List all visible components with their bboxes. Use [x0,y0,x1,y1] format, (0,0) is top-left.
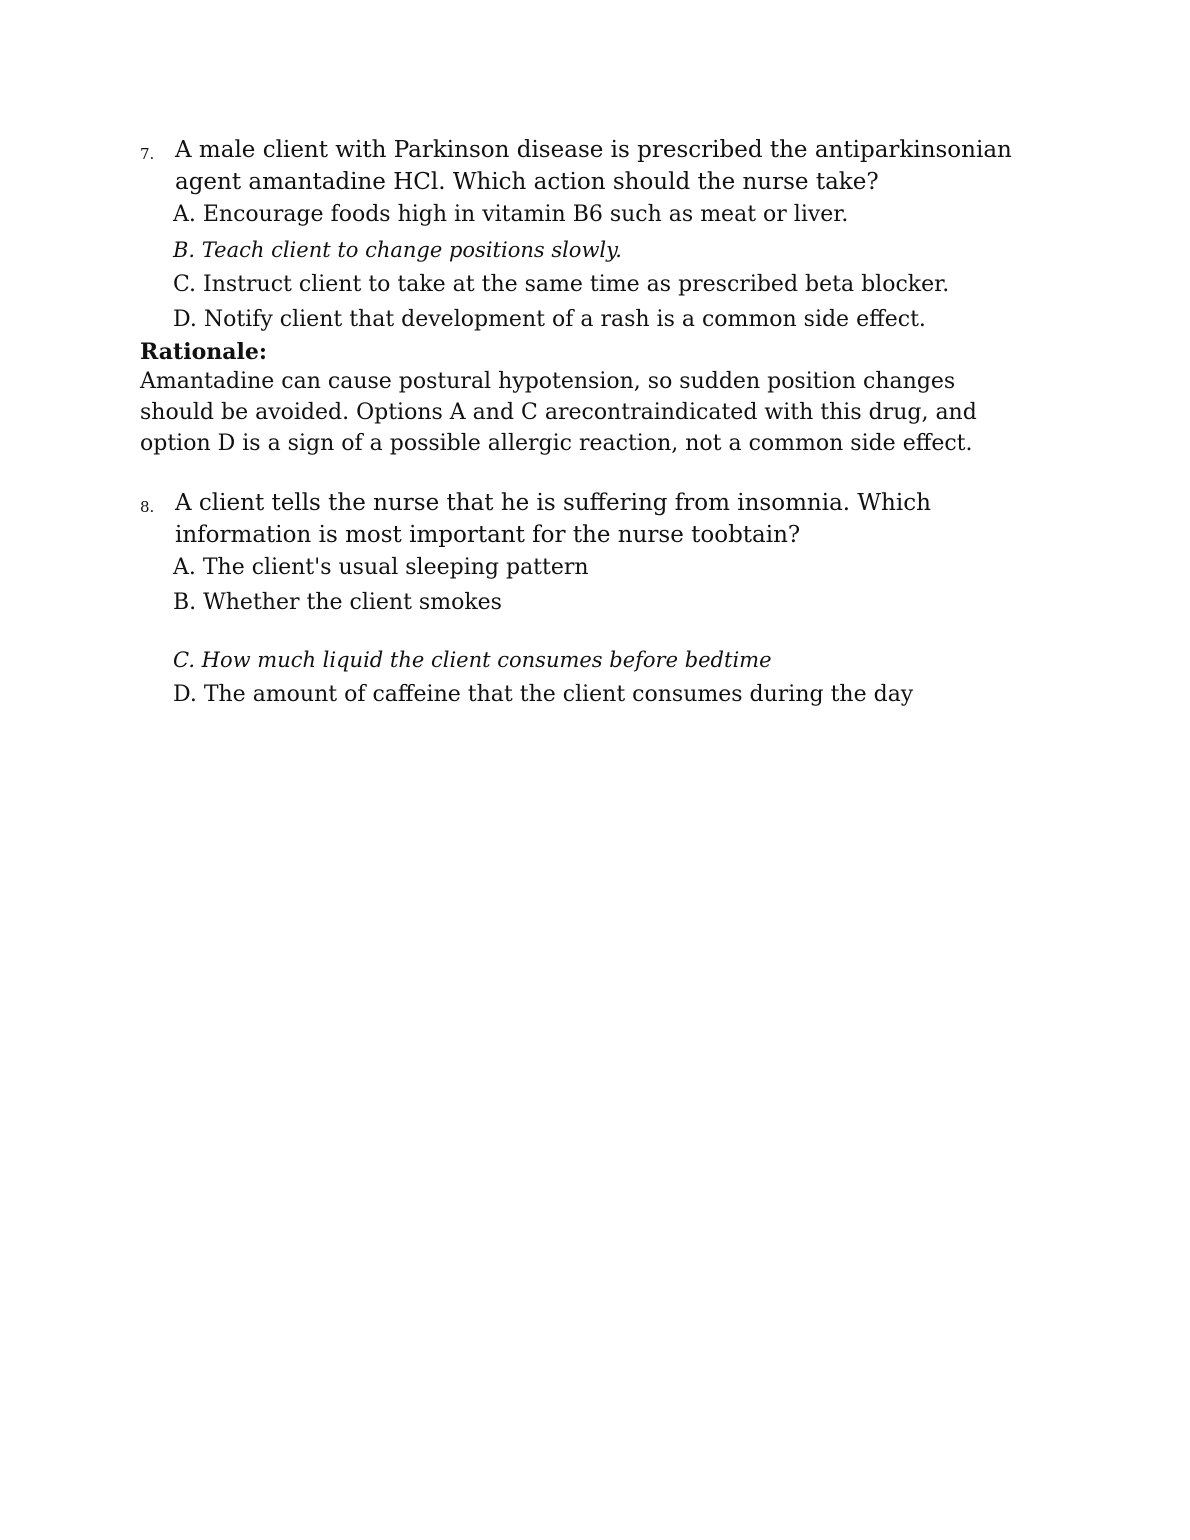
option-b: B. Teach client to change positions slowly. [173,238,622,262]
rationale-text: Amantadine can cause postural hypotension, so sudden position changes should be avoided. Options A and C arecontraindicated with this drug, and option D is a sign of a possible allergic reaction, not a common side effect. [140,369,977,456]
question-stem: A male client with Parkinson disease is prescribed the antiparkinsonian agent amantadine HCl. Which action should the nurse take? [175,137,1012,195]
question-stem: A client tells the nurse that he is suffering from insomnia. Which information is most important for the nurse toobtain? [175,490,931,548]
option-a: A. The client's usual sleeping pattern [173,555,589,580]
option-d: D. Notify client that development of a rash is a common side effect. [173,307,926,332]
option-c: C. How much liquid the client consumes before bedtime [173,648,772,672]
option-b: B. Whether the client smokes [173,590,502,615]
option-d: D. The amount of caffeine that the client consumes during the day [173,682,914,707]
question-number: 8. [140,498,155,516]
option-a: A. Encourage foods high in vitamin B6 such as meat or liver. [173,202,849,227]
option-c: C. Instruct client to take at the same time as prescribed beta blocker. [173,272,950,297]
question-number: 7. [140,145,155,163]
rationale-title: Rationale: [140,339,267,365]
